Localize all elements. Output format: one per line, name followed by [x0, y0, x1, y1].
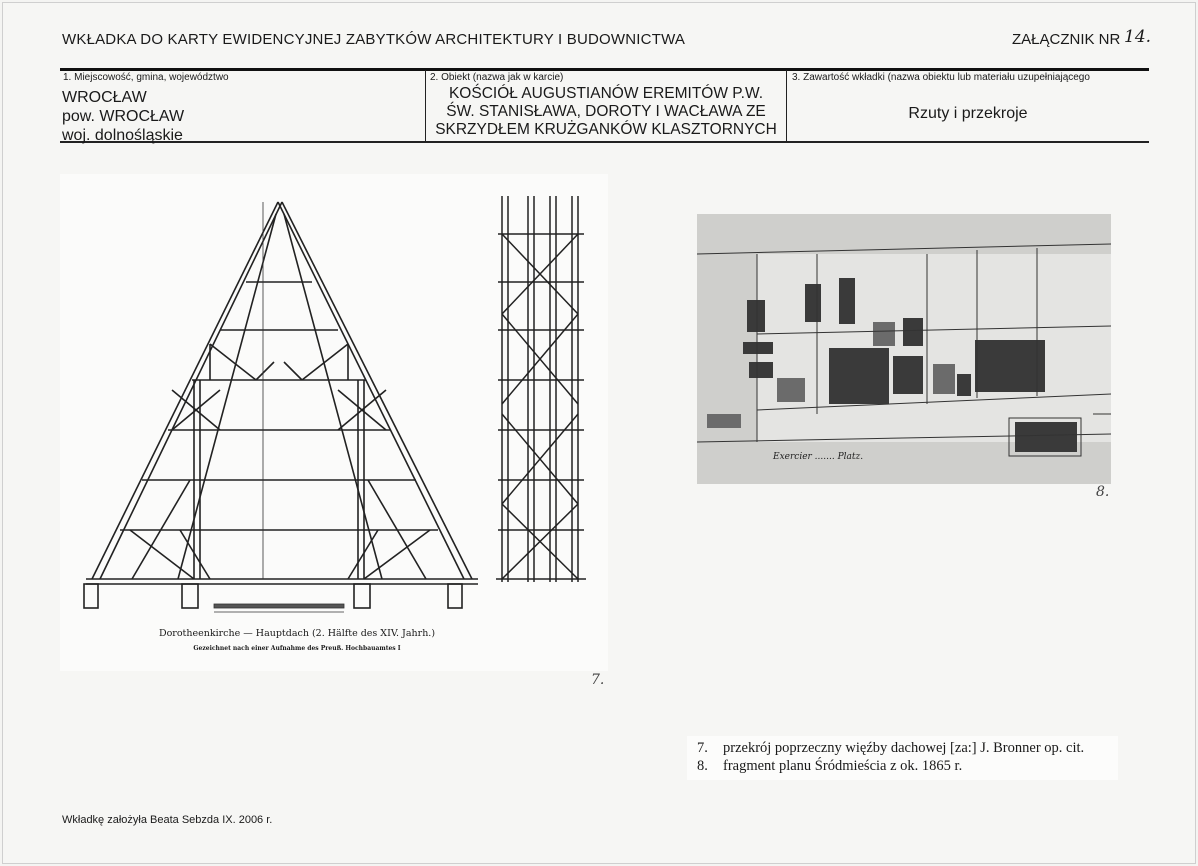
location-county: pow. WROCŁAW [62, 108, 185, 125]
content-label: 3. Zawartość wkładki (nazwa obiektu lub materiału uzupełniającego [792, 72, 1090, 83]
location-city: WROCŁAW [62, 89, 147, 106]
city-plan-figure [697, 214, 1111, 484]
truss-figure-caption [60, 628, 534, 652]
caption-item [697, 740, 1084, 757]
header-rule-bottom [60, 141, 1149, 143]
object-name-line-2: ŚW. STANISŁAWA, DOROTY I WACŁAWA ZE [446, 103, 766, 120]
author-note: Wkładkę założyła Beata Sebzda IX. 2006 r. [62, 814, 273, 826]
map-square-label: Exercier ....... Platz. [773, 452, 864, 462]
truss-section-figure [60, 174, 608, 671]
annex-number: 14. [1124, 27, 1152, 47]
caption-text: fragment planu Śródmieścia z ok. 1865 r. [723, 758, 963, 774]
content-value: Rzuty i przekroje [908, 105, 1028, 122]
truss-drawing [60, 174, 608, 671]
location-voivodeship: woj. dolnośląskie [62, 127, 183, 144]
document-title: WKŁADKA DO KARTY EWIDENCYJNEJ ZABYTKÓW ARCHITEKTURY I BUDOWNICTWA [62, 31, 686, 48]
object-label: 2. Obiekt (nazwa jak w karcie) [430, 72, 564, 83]
location-label: 1. Miejscowość, gmina, województwo [63, 72, 229, 83]
annex-label: ZAŁĄCZNIK NR [1012, 31, 1121, 48]
object-name-line-3: SKRZYDŁEM KRUŻGANKÓW KLASZTORNYCH [435, 121, 777, 138]
caption-number: 7. [697, 740, 708, 756]
caption-item [697, 758, 962, 775]
figure-7-mark: 7. [591, 672, 605, 688]
object-name-line-1: KOŚCIÓŁ AUGUSTIANÓW EREMITÓW P.W. [448, 85, 764, 102]
truss-caption-main: Dorotheenkirche — Hauptdach (2. Hälfte des XIV. Jahrh.) [158, 628, 436, 639]
header-rule-top [60, 68, 1149, 71]
caption-text: przekrój poprzeczny więźby dachowej [za:] J. Bronner op. cit. [723, 740, 1085, 756]
truss-caption-sub: Gezeichnet nach einer Aufnahme des Preuß. Hochbauamtes I [193, 645, 401, 652]
city-plan-drawing [697, 214, 1111, 484]
caption-number: 8. [697, 758, 708, 774]
figure-8-mark: 8. [1096, 484, 1110, 500]
